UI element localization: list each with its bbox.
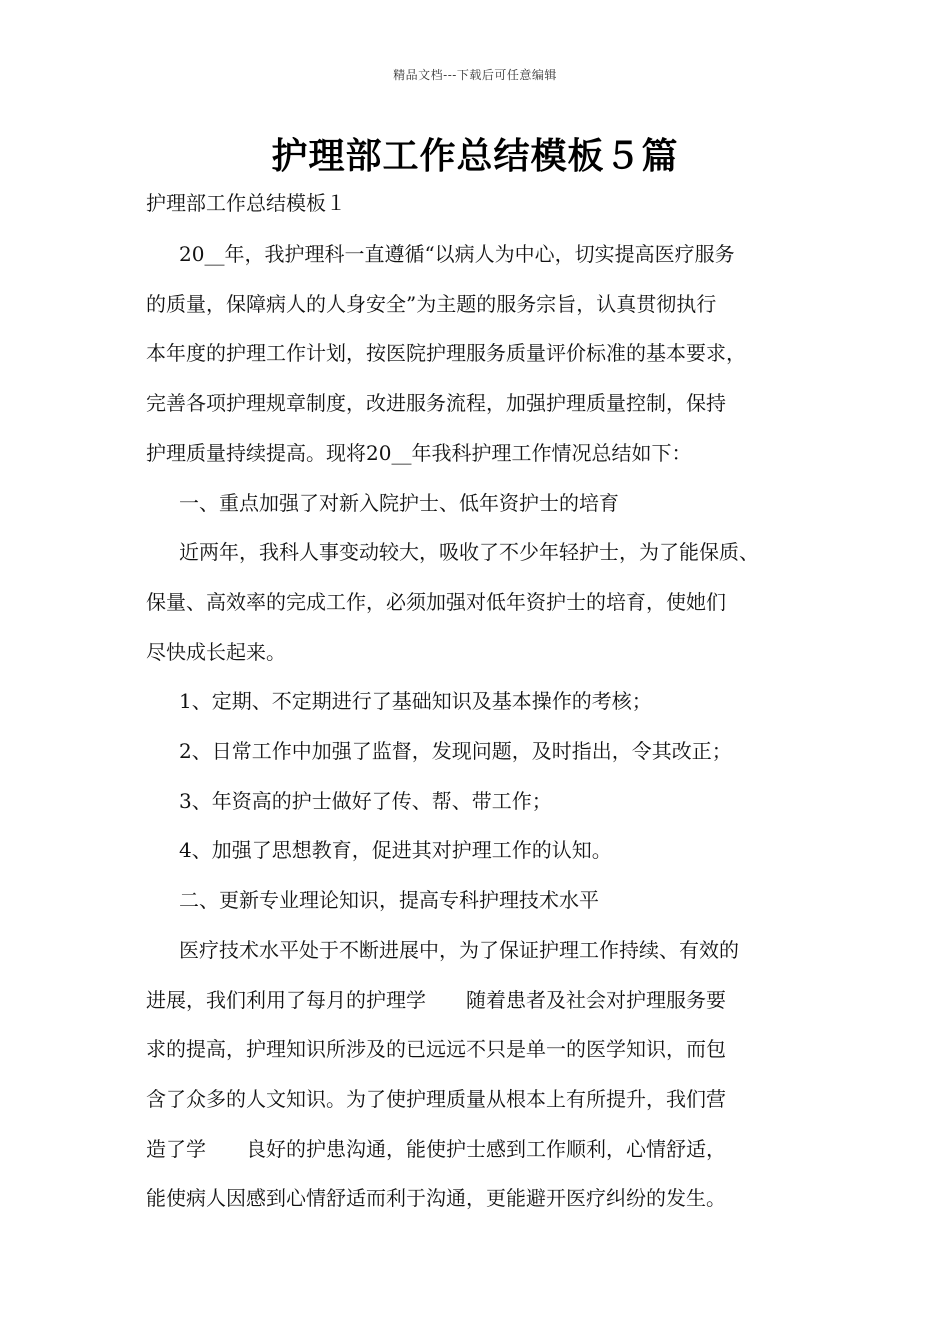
paragraph-line: 近两年，我科人事变动较大，吸收了不少年轻护士，为了能保质、 bbox=[179, 540, 759, 565]
paragraph-line: 能使病人因感到心情舒适而利于沟通，更能避开医疗纠纷的发生。 bbox=[146, 1186, 726, 1211]
list-item: 4、加强了思想教育，促进其对护理工作的认知。 bbox=[179, 838, 612, 863]
paragraph-line: 完善各项护理规章制度，改进服务流程，加强护理质量控制，保持 bbox=[146, 391, 726, 416]
paragraph-line: 医疗技术水平处于不断进展中，为了保证护理工作持续、有效的 bbox=[179, 937, 739, 962]
paragraph-line: 含了众多的人文知识。为了使护理质量从根本上有所提升，我们营 bbox=[146, 1086, 726, 1111]
paragraph-line: 20__年，我护理科一直遵循“以病人为中心，切实提高医疗服务 bbox=[179, 242, 735, 266]
list-item: 1、定期、不定期进行了基础知识及基本操作的考核； bbox=[179, 689, 652, 714]
section-subtitle: 护理部工作总结模板１ bbox=[146, 191, 346, 215]
paragraph-line: 求的提高，护理知识所涉及的已远远不只是单一的医学知识，而包 bbox=[146, 1037, 726, 1062]
header-note: 精品文档---下载后可任意编辑 bbox=[393, 68, 557, 82]
document-title: 护理部工作总结模板５篇 bbox=[271, 136, 679, 177]
paragraph-line: 本年度的护理工作计划，按医院护理服务质量评价标准的基本要求， bbox=[146, 341, 746, 366]
paragraph-line: 保量、高效率的完成工作，必须加强对低年资护士的培育，使她们 bbox=[146, 589, 726, 614]
paragraph-line: 的质量，保障病人的人身安全”为主题的服务宗旨，认真贯彻执行 bbox=[146, 291, 717, 316]
list-item: 2、日常工作中加强了监督，发现问题，及时指出，令其改正； bbox=[179, 739, 732, 764]
section-heading: 二、更新专业理论知识，提高专科护理技术水平 bbox=[179, 888, 599, 913]
paragraph-line: 造了学 良好的护患沟通，能使护士感到工作顺利，心情舒适， bbox=[146, 1136, 726, 1161]
list-item: 3、年资高的护士做好了传、帮、带工作； bbox=[179, 788, 552, 813]
paragraph-line: 护理质量持续提高。现将20__年我科护理工作情况总结如下： bbox=[146, 440, 692, 465]
paragraph-line: 尽快成长起来。 bbox=[146, 639, 286, 664]
paragraph-line: 进展，我们利用了每月的护理学 随着患者及社会对护理服务要 bbox=[146, 987, 726, 1012]
document-body bbox=[146, 230, 826, 1224]
section-heading: 一、重点加强了对新入院护士、低年资护士的培育 bbox=[179, 490, 619, 515]
